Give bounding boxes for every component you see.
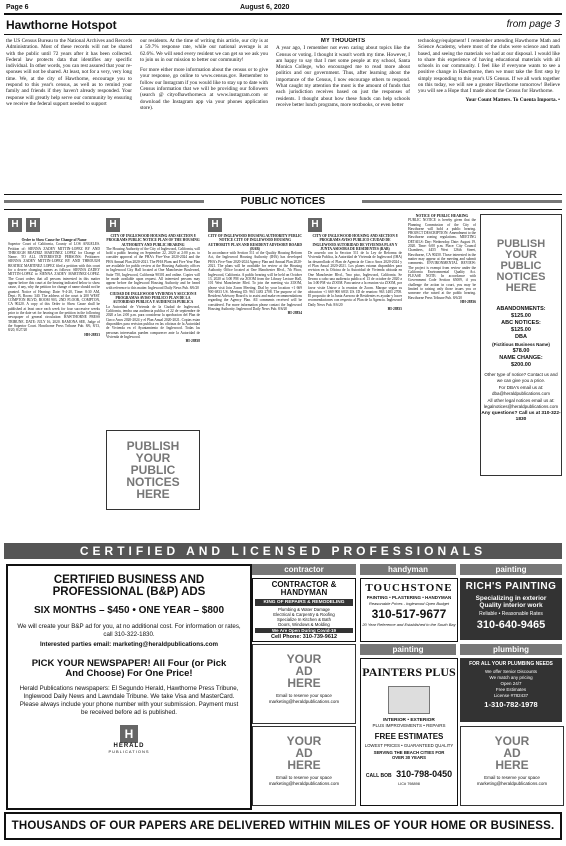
rates-list: ABANDONMENTS: $125.00 ABC NOTICES: $125.00 DBA (Fictitious Business Name) $78.00 NAME CHANGE: $200.00 Other type of notice? Contact us and we can give you a price. For DBA's email us at: dba@heraldpublications.com All other legal notices email us at: legalnotices@heraldpublications.com Any questions? Call us at 310-322-1830 — [481, 306, 561, 422]
section-header — [4, 17, 562, 34]
professionals-band: CERTIFIED AND LICENSED PROFESSIONALS — [4, 543, 562, 559]
issue-date: August 6, 2020 — [240, 4, 290, 11]
thoughts-title: MY THOUGHTS — [320, 38, 366, 44]
notice-2-id: HI-28838 — [185, 339, 200, 344]
header-rule — [4, 13, 562, 15]
notice-4-title: CITY OF INGLEWOOD HOUSING AND SECTION 8 PROGRAMS AVISO PUBLICO CIUDAD DE INGLEWOOD AUTORIDAD DE VIVIENDA PLAN Y JUNTA ASESORA DE RESIDENTES (RAB) — [312, 234, 398, 251]
plumbing-ad: FOR ALL YOUR PLUMBING NEEDS We offer Senior Discounts We match any pricing Open 24/7 Free Estimates License #782437 1-310-782-1978 — [460, 658, 562, 722]
notice-2-es-title: CIUDAD DE INGLEWOOD VIVIENDA Y SECCION 8 PROGRAMAS AVISO PUBLICO PLAN DE LA AUTORIDAD PUBLICA Y AUDIENCIA PUBLICA — [109, 291, 197, 305]
bp-ad-pick: PICK YOUR NEWSPAPER! All Four (or Pick And Choose) For One Price! — [31, 657, 227, 679]
bp-ad-email: Interested parties email: marketing@heraldpublications.com — [40, 640, 218, 648]
article-signoff: Your Count Matters. To Cuenta Importa. • — [465, 96, 560, 103]
paint-roller-icon — [388, 686, 430, 714]
herald-logo-sub: PUBLICATIONS — [108, 748, 150, 754]
herald-h-icon: H — [308, 218, 322, 232]
painters-plus-ad: PAINTERS PLUS INTERIOR • EXTERIOR PLUS IMPROVEMENTS • REPAIRS FREE ESTIMATES LOWEST PRICES • GUARANTEED QUALITY SERVING THE BEACH CITIES FOR OVER 30 YEARS CALL BOB 310-798-0450 LIC# 798898 — [360, 658, 458, 806]
your-ad-1: YOUR AD HERE Email to reserve your space marketing@heraldpublications.com — [252, 644, 356, 724]
notice-3 — [208, 214, 302, 502]
notice-2 — [106, 214, 200, 510]
bp-ad-info: We will create your B&P ad for you, at no additional cost. For information or rates, call 310-322-1830. — [17, 622, 241, 638]
contractor-ad: CONTRACTOR & HANDYMAN KING OF REPAIRS & REMODELING Plumbing & Water Damage Electrical & Carpentry & Roofing Specialize In Kitchen & Bath Doors, Windows & Molding We Are Open During Covid-19 Cell Phone: 310-739-9612 — [252, 578, 356, 642]
notice-1 — [8, 214, 100, 493]
notice-1-id: HH-28833 — [84, 332, 100, 337]
herald-h-icon: H — [8, 218, 22, 232]
continued-label: from page 3 — [506, 19, 560, 30]
notice-rates-box: PUBLISH YOUR PUBLIC NOTICES HERE ABANDONMENTS: $125.00 ABC NOTICES: $125.00 DBA (Fictitious Business Name) $78.00 NAME CHANGE: $200.00 Other type of notice? Contact us and we can give you a price. For DBA's email us at: dba@heraldpublications.com All other legal notices email us at: legalnotices@heraldpublications.com Any questions? Call us at 310-322-1830 — [480, 214, 562, 476]
notice-3-id: HI-28834 — [287, 311, 302, 316]
paper-title: Hawthorne Hotspot — [6, 18, 117, 32]
notice-3-title: CITY OF INGLEWOOD HOUSING AUTHORITY PUBLIC NOTICE CITY OF INGLEWOOD HOUSING AUTHORITY PLAN AND RESIDENT ADVISORY BOARD (RAB) — [208, 234, 302, 251]
cat-painting: painting — [460, 564, 562, 575]
article-col-2b: For more either more information about the census or to give your response, go online to www.census.gov. Remember to follow our Instagram if you would like to stay up to date with Census information that we will be providing our followers (search @ cityofhawthorneca at www.instagram.com or download the Instagram app via your phones application store). — [140, 67, 268, 111]
bp-ad-pick-body: Herald Publications newspapers: El Segundo Herald, Hawthorne Press Tribune, Inglewood Daily News and Lawndale Tribune. We take Visa and MasterCard. Please always include your phone number with your submission. Payment must be received before ad is published. — [19, 684, 239, 716]
cat-handyman: handyman — [360, 564, 456, 575]
notice-2-es-body: La Autoridad de Vivienda de la Ciudad de Inglewood, California, tendra una audiencia publica el 22 de septiembre de 2020 a las 2:00 p.m. para considerar la aprobacion del Plan de Cinco Anos 2020-2024 y el Plan Anual 2020-2021. Copias estan disponibles para revision publica en las oficinas de la Autoridad de Vivienda en el Ayuntamiento de Inglewood. Todas las personas interesadas pueden comparecer ante la Autoridad de Vivienda de Inglewood. — [106, 304, 200, 339]
cat-painting-2: painting — [360, 644, 456, 655]
notice-1-title: Order to Show Cause for Change of Name — [21, 238, 87, 242]
herald-h-icon: H — [26, 218, 40, 232]
cat-plumbing: plumbing — [460, 644, 562, 655]
herald-h-icon: H — [106, 218, 120, 232]
notice-2-body: The Housing Authority of the City of Inglewood, California, will hold a public hearing on September 22, 2020 at 2:00 p.m. to consider approval of the PHA's Five-Year 2020-2024 and the PHA Annual Plan 2020-2021. The PHA Plans and Five Year Plan are available for public review at the Housing Authority offices in Inglewood City Hall located at One Manchester Boulevard, Suite 750, Inglewood, California 90301 and online. Copies will be made available upon request. All interested persons may appear before the Inglewood Housing Authority and be heard with reference to this matter. Inglewood Daily News Pub. 8/6/20 — [106, 246, 200, 290]
publish-notices-placeholder-1: PUBLISH YOUR PUBLIC NOTICES HERE — [106, 430, 200, 510]
public-notices-band — [4, 194, 562, 210]
notice-1-body: Superior Court of California, County of LOS ANGELES. Petition of: SIENNA ZADEY MITTIN-LOPEZ BY AND THROUGH BEATRIZ MARTINEZ LOPEZ for Change of Name. TO ALL INTERESTED PERSONS: Petitioner: SIENNA ZADEY MITTIN-LOPEZ BY AND THROUGH BEATRIZ MARTINEZ LOPEZ filed a petition with this court for a decree changing names as follows: SIENNA ZADEY MITTIN-LOPEZ to SIENNA ZADEY MARTINEZ-LOPEZ. The Court orders that all persons interested in this matter appear before this court at the hearing indicated below to show cause, if any, why the petition for change of name should not be granted. Notice of Hearing: Date: 9-4-20, Time: 8:30 AM, Dept.: B, Room: 340. The address of the court is 200 WEST COMPTON BLVD, ROOM 903, 2ND FLOOR, COMPTON, CA 90220. A copy of this Order to Show Cause shall be published at least once each week for four successive weeks prior to the date set for hearing on the petition in the following newspaper of general circulation: HAWTHORNE PRESS TRIBUNE. DATE: JULY 16, 2020. RAMONA SEE, Judge of the Superior Court. Hawthorne Press Tribune Pub. 8/6, 8/13, 8/20, 8/27/20 — [8, 242, 100, 333]
herald-logo-text: HERALD — [113, 742, 145, 749]
article-col-2a: our residents. At the time of writing this article, our city is at a 59.7% response rate, while our national average is at 62.6%. We will send every resident we can get so we ask you to join us in our mission to better our community! — [140, 38, 268, 63]
page-number: Page 6 — [6, 4, 29, 11]
herald-logo-icon: H — [120, 725, 138, 743]
notice-4 — [308, 214, 402, 502]
bp-ad-title: CERTIFIED BUSINESS AND PROFESSIONAL (B&P) ADS — [52, 574, 206, 599]
richs-painting-ad: RICH'S PAINTING Specializing in exterior Quality interior work Reliable • Reasonable Rates 310-640-9465 — [460, 578, 562, 640]
bp-ad — [6, 564, 252, 810]
touchstone-ad: TOUCHSTONE PAINTING • PLASTERING • HANDYMAN Reasonable Prices - Inglewood Open Budget 310-517-9677 20 Year Reference and Established in the South Bay — [360, 578, 458, 642]
cat-contractor: contractor — [252, 564, 356, 575]
herald-logo — [8, 725, 250, 754]
thoughts-text: A year ago, I remember not even caring about topics like the Census or voting. I thought it wasn't worth my time. However, I am happy to say that I met some people at my school, Santa Monica College, who encouraged me to read more about politics and our government. Thus, after learning about the importance of the Census, I now encourage others to respond. What caught my attention the most is the amount of funds that each jurisdiction receives based on just the responses of residents. I thought about how these funds can help schools receive better lunch programs, more textbooks, or even better — [276, 45, 410, 108]
notice-4-id: HI-28835 — [387, 307, 402, 312]
your-ad-3: YOUR AD HERE Email to reserve your space marketing@heraldpublications.com — [460, 726, 564, 806]
notice-5-title: NOTICE OF PUBLIC HEARING — [415, 214, 469, 218]
notice-5-id: HH-28836 — [460, 299, 476, 304]
bp-ad-price: SIX MONTHS – $450 • ONE YEAR – $800 — [33, 605, 225, 617]
herald-h-icon: H — [208, 218, 222, 232]
delivery-footer — [4, 812, 562, 840]
notice-3-body: In accordance with Section 511 of the Quality Housing Reform Act, the Inglewood Housing Authority (IHA) has developed PHA's Five-Year 2020-2024 Agency Plan and Annual Plan 2020-2021. The plans will be available for review at the Housing Authority Office located at One Manchester Blvd., 7th Floor, Inglewood, California. A public hearing will be held on October 13, 2020 at 3:00 PM via ZOOM from the Library Lecture Hall, 101 West Manchester Blvd. To join the meeting via ZOOM, please visit Join Zoom Meeting. Dial by your location +1 669 900 6833 US. Meeting ID: 963 1483 2708. The purpose of the Resident Advisory Board is to assist and make recommendations regarding the Agency Plan. All comments received will be considered. For more information please contact the Inglewood Housing Authority. Inglewood Daily News Pub. 8/6/20 — [208, 251, 302, 312]
article-col-4 — [418, 38, 560, 186]
article-col-1: the US Census Bureau to the National Archives and Records Administration. Most of these records will not be shared with the public until 72 years after it has been collected. Federal law protects data that identifies any specific individual. In other words, you can rest assured that your re-sponses will not be shared. At least, not for a very, very long time. We, at the city of Hawthorne, encourage you to respond to this year's census, as well as to remind your family and friends if they haven't already responded. Your response will greatly help serve our community by ensuring we receive the federal support needed to support — [6, 38, 132, 107]
notice-2-title: CITY OF INGLEWOOD HOUSING AND SECTION 8 PROGRAMS PUBLIC NOTICE PLAN OF THE HOUSING AUTHORITY AND PUBLIC HEARING — [106, 234, 200, 247]
article-col-2 — [140, 38, 268, 186]
article-col-3 — [276, 38, 410, 186]
notice-5-body: PUBLIC NOTICE is hereby given that the Planning Commission of the City of Hawthorne will hold a public hearing. PROJECT DESCRIPTION: Amendment to the Hawthorne zoning regulations. MEETING DETAILS: Day: Wednesday. Date: August 19, 2020. Time: 6:00 p.m. Place: City Council Chambers, 4455 West 126th Street, Hawthorne, CA 90250. Those interested in the matter may appear at the meeting and submit comments. ENVIRONMENTAL REVIEW: The project is exempt from review under the California Environmental Quality Act. PLEASE NOTE: In accordance with Government Code Section 65009, if you challenge the action in court, you may be limited to raising only those issues you or someone else raised at the public hearing. Hawthorne Press Tribune Pub. 8/6/20 — [408, 218, 476, 300]
article-col-4-text: technology/equipment! I remember attending Hawthorne Math and Science Academy, where most of the clubs were science and math based, and seeing the materials we had at our disposal. I would like to share this experience of having educational materials with all schools in our community. I feel like if everyone wants to see a positive change in Hawthorne, then we must take the first step by simply responding to this year's US Census. If we all work together on this today, we will see a greater Hawthorne tomorrow! Believe you will see a Hope that I made about the Census for Hawthorne. — [418, 38, 560, 95]
delivery-footer-text: THOUSANDS OF OUR PAPERS ARE DELIVERED WITHIN MILES OF YOUR HOME OR BUSINESS. — [11, 820, 555, 832]
notice-4-body: De acuerdo con la Seccion 511 de la Ley de Reforma de Vivienda Publica, la Autoridad de Vivienda de Inglewood (IHA) ha desarrollado el Plan de Agencia de Cinco Anos 2020-2024 y el Plan Anual 2020-2021. Los planes estaran disponibles para revision en la Oficina de la Autoridad de Vivienda ubicada en One Manchester Blvd., 7mo piso, Inglewood, California. Se llevara a cabo una audiencia publica el 13 de octubre de 2020 a las 3:00 PM via ZOOM. Para unirse a la reunion via ZOOM, por favor visite Unirse a la reunion de Zoom. Marque segun su ubicacion +1 669 900 6833 US. ID de reunion: 963 1483 2708. El proposito de la Junta Asesora de Residentes es ayudar y hacer recomendaciones con respecto al Plan de la Agencia. Inglewood Daily News Pub. 8/6/20 — [308, 251, 402, 307]
notice-5 — [408, 214, 476, 484]
your-ad-2: YOUR AD HERE Email to reserve your space marketing@heraldpublications.com — [252, 726, 356, 806]
public-notices-title: PUBLIC NOTICES — [240, 196, 326, 207]
